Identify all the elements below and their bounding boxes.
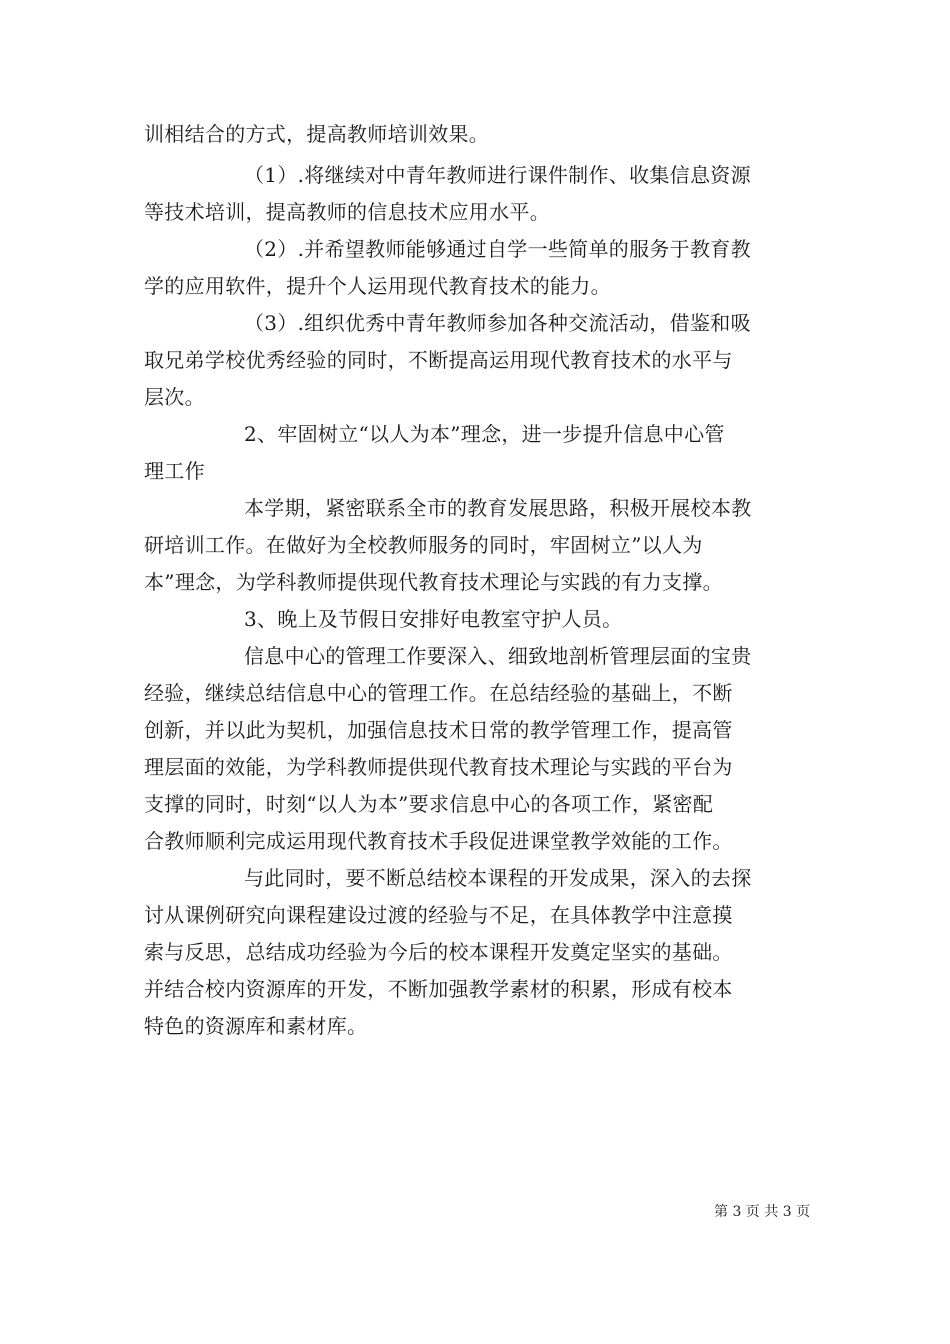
text-line: （3）.组织优秀中青年教师参加各种交流活动，借鉴和吸: [244, 311, 751, 335]
text-line: 等技术培训，提高教师的信息技术应用水平。: [144, 200, 550, 224]
text-line: 索与反思，总结成功经验为今后的校本课程开发奠定坚实的基础。: [144, 940, 733, 964]
text-line: 研培训工作。在做好为全校教师服务的同时，牢固树立”以人为: [144, 533, 703, 557]
text-line: 讨从课例研究向课程建设过渡的经验与不足，在具体教学中注意摸: [144, 903, 733, 927]
text-line: 2、牢固树立“以人为本”理念，进一步提升信息中心管: [244, 422, 725, 446]
text-line: 经验，继续总结信息中心的管理工作。在总结经验的基础上，不断: [144, 681, 733, 705]
text-line: 创新，并以此为契机，加强信息技术日常的教学管理工作，提高管: [144, 718, 733, 742]
text-line: 并结合校内资源库的开发，不断加强教学素材的积累，形成有校本: [144, 977, 733, 1001]
text-line: （2）.并希望教师能够通过自学一些简单的服务于教育教: [244, 237, 751, 261]
text-line: 理层面的效能，为学科教师提供现代教育技术理论与实践的平台为: [144, 755, 733, 779]
text-line: 特色的资源库和素材库。: [144, 1014, 368, 1038]
text-line: 理工作: [144, 459, 205, 483]
text-line: 学的应用软件，提升个人运用现代教育技术的能力。: [144, 274, 611, 298]
text-line: 取兄弟学校优秀经验的同时，不断提高运用现代教育技术的水平与: [144, 348, 733, 372]
text-line: 层次。: [144, 385, 205, 409]
text-line: 本”理念，为学科教师提供现代教育技术理论与实践的有力支撑。: [144, 570, 723, 594]
text-line: （1）.将继续对中青年教师进行课件制作、收集信息资源: [244, 163, 751, 187]
text-line: 与此同时，要不断总结校本课程的开发成果，深入的去探: [244, 866, 752, 890]
text-line: 支撑的同时，时刻“以人为本”要求信息中心的各项工作，紧密配: [144, 792, 714, 816]
text-line: 3、晚上及节假日安排好电教室守护人员。: [244, 607, 623, 631]
text-line: 信息中心的管理工作要深入、细致地剖析管理层面的宝贵: [244, 644, 752, 668]
text-line: 本学期，紧密联系全市的教育发展思路，积极开展校本教: [244, 496, 752, 520]
page-number: 第 3 页 共 3 页: [714, 1204, 811, 1220]
text-line: 训相结合的方式，提高教师培训效果。: [144, 122, 490, 146]
text-line: 合教师顺利完成运用现代教育技术手段促进课堂教学效能的工作。: [144, 829, 733, 853]
